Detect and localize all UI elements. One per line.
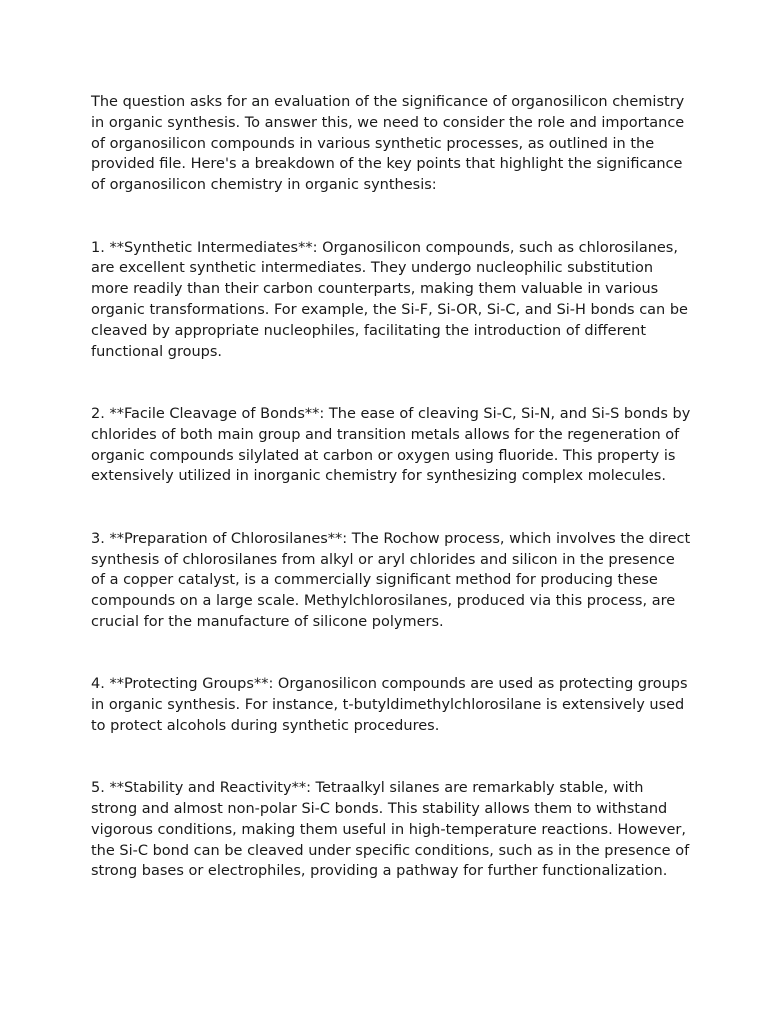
- point-protecting-groups: 4. **Protecting Groups**: Organosilicon compounds are used as protecting groups in organic synthesis. For instance, t-butyldimethylchlorosilane is extensively used to protect alcohols during synthetic procedures.: [91, 676, 688, 734]
- intro-paragraph: The question asks for an evaluation of the significance of organosilicon chemistry in organic synthesis. To answer this, we need to consider the role and importance of organosilicon compounds in various synthetic processes, as outlined in the provided file. Here's a breakdown of the key points that highlight the significance of organosilicon chemistry in organic synthesis:: [91, 94, 685, 194]
- point-preparation-chlorosilanes: 3. **Preparation of Chlorosilanes**: The Rochow process, which involves the direct synthesis of chlorosilanes from alkyl or aryl chlorides and silicon in the presence of a copper catalyst, is a commercially significant method for producing these compounds on a large scale. Methylchlorosilanes, produced via this process, are crucial for the manufacture of silicone polymers.: [91, 530, 691, 630]
- point-stability-reactivity: 5. **Stability and Reactivity**: Tetraalkyl silanes are remarkably stable, with strong and almost non-polar Si-C bonds. This stability allows them to withstand vigorous conditions, making them useful in high-temperature reactions. However, the Si-C bond can be cleaved under specific conditions, such as in the presence of strong bases or electrophiles, providing a pathway for further functionalization.: [91, 780, 690, 880]
- document-body: [91, 92, 691, 882]
- point-facile-cleavage: 2. **Facile Cleavage of Bonds**: The ease of cleaving Si-C, Si-N, and Si-S bonds by chlorides of both main group and transition metals allows for the regeneration of organic compounds silylated at carbon or oxygen using fluoride. This property is extensively utilized in inorganic chemistry for synthesizing complex molecules.: [91, 405, 691, 485]
- point-synthetic-intermediates: 1. **Synthetic Intermediates**: Organosilicon compounds, such as chlorosilanes, are excellent synthetic intermediates. They undergo nucleophilic substitution more readily than their carbon counterparts, making them valuable in various organic transformations. For example, the Si-F, Si-OR, Si-C, and Si-H bonds can be cleaved by appropriate nucleophiles, facilitating the introduction of different functional groups.: [91, 239, 688, 360]
